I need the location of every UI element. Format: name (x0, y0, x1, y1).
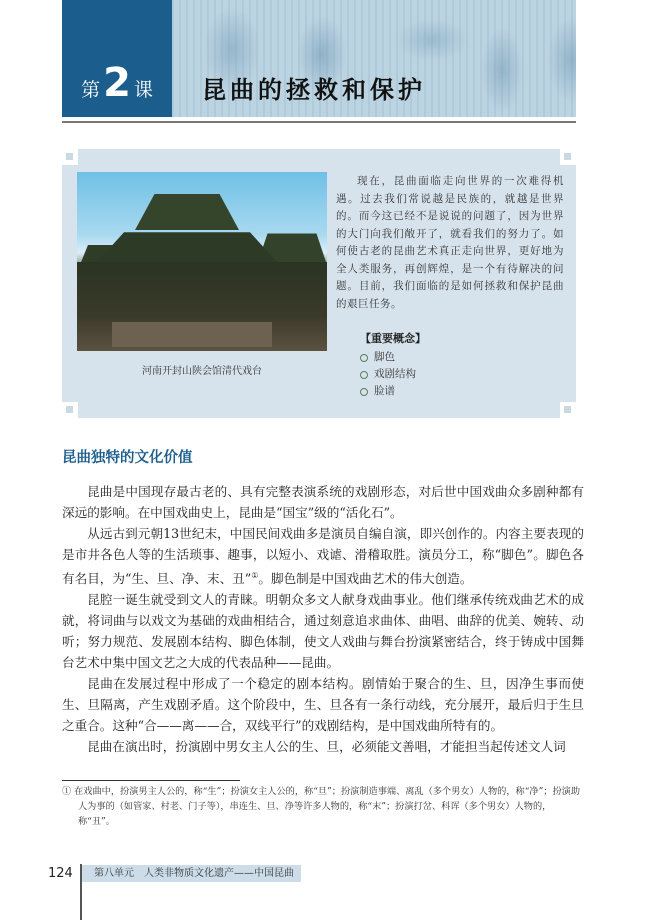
concept-item (360, 349, 426, 366)
paragraph-text: 。脚色制是中国戏曲艺术的伟大创造。 (258, 571, 473, 587)
body-text (62, 481, 584, 757)
circle-bullet-icon (360, 354, 368, 362)
lesson-number: 2 (103, 60, 131, 106)
theatre-stage-photo (77, 172, 327, 351)
concept-label: 脚色 (374, 351, 395, 363)
key-concepts-title: 【重要概念】 (360, 332, 426, 345)
circle-bullet-icon (360, 388, 368, 396)
footnote-marker[interactable]: ① (251, 571, 259, 580)
corner-decoration (560, 402, 576, 418)
circle-bullet-icon (360, 371, 368, 379)
lesson-title: 昆曲的拯救和保护 (202, 75, 426, 104)
photo-roof (97, 227, 277, 262)
lesson-number-tag (62, 0, 172, 117)
concept-item (360, 383, 426, 400)
body-paragraph: 昆曲是中国现存最古老的、具有完整表演系统的戏剧形态，对后世中国戏曲众多剧种都有深远的影响。在中国戏曲史上，昆曲是“国宝”级的“活化石”。 (62, 484, 584, 520)
lesson-prefix: 第 (81, 79, 101, 101)
corner-decoration (560, 149, 576, 165)
key-concepts (360, 330, 426, 400)
concept-label: 戏剧结构 (374, 368, 416, 380)
header-divider (62, 121, 576, 123)
photo-caption: 河南开封山陕会馆清代戏台 (142, 366, 262, 377)
body-paragraph: 昆曲在发展过程中形成了一个稳定的剧本结构。剧情始于聚合的生、旦，因净生事而使生、旦隔离，产生戏剧矛盾。这个阶段中，生、旦各有一条行动线，充分展开，最后归于生旦之重合。这种“合——离——合，双线平行”的戏剧结构，是中国戏曲所特有的。 (62, 676, 584, 734)
concept-item (360, 366, 426, 383)
unit-label: 第八单元 人类非物质文化遗产——中国昆曲 (82, 865, 301, 882)
page-number: 124 (48, 866, 73, 881)
lesson-suffix: 课 (133, 79, 153, 101)
photo-roof (122, 190, 252, 230)
paragraph-text: 从远古到元朝13世纪末，中国民间戏曲多是演员自编自演，即兴创作的。内容主要表现的是市井各色人等的生活琐事、趣事，以短小、戏谑、滑稽取胜。演员分工，称“脚色”。脚色各有名目，为“生、旦、净、末、丑” (62, 526, 584, 587)
body-paragraph: 昆曲在演出时，扮演剧中男女主人公的生、旦，必须能文善唱，才能担当起传述文人词 (87, 739, 566, 755)
body-paragraph (62, 523, 584, 589)
lesson-header-banner (62, 0, 576, 117)
concept-label: 脸谱 (374, 385, 395, 397)
photo-stage-base (112, 322, 272, 347)
intro-paragraph: 现在，昆曲面临走向世界的一次难得机遇。过去我们常说越是民族的，就越是世界的。而今这已经不是说说的问题了，因为世界的大门向我们敞开了，就看我们的努力了。如何使古老的昆曲艺术真正走向世界，更好地为全人类服务，再创辉煌，是一个有待解决的问题。目前，我们面临的是如何拯救和保护昆曲的艰巨任务。 (336, 175, 564, 310)
footnote: ① 在戏曲中，扮演男主人公的，称“生”；扮演女主人公的，称“旦”；扮演制造事端、离乱（多个男女）人物的，称“净”；扮演助人为事的（如管家、村老、门子等），串连生、旦、净等许多人物的，称“末”；扮演打岔、科诨（多个男女）人物的，称“丑”。 (62, 786, 581, 827)
section-heading: 昆曲独特的文化价值 (62, 450, 193, 466)
intro-box (62, 149, 576, 418)
corner-decoration (62, 149, 78, 165)
corner-decoration (62, 402, 78, 418)
footnote-divider (62, 780, 240, 781)
body-paragraph: 昆腔一诞生就受到文人的青睐。明朝众多文人献身戏曲事业。他们继承传统戏曲艺术的成就，将词曲与以戏文为基础的戏曲相结合，通过刻意追求曲体、曲唱、曲辞的优美、婉转、动听；努力规范、发展剧本结构、脚色体制，使文人戏曲与舞台扮演紧密结合，终于铸成中国舞台艺术中集中国文艺之大成的代表品种——昆曲。 (62, 592, 584, 671)
